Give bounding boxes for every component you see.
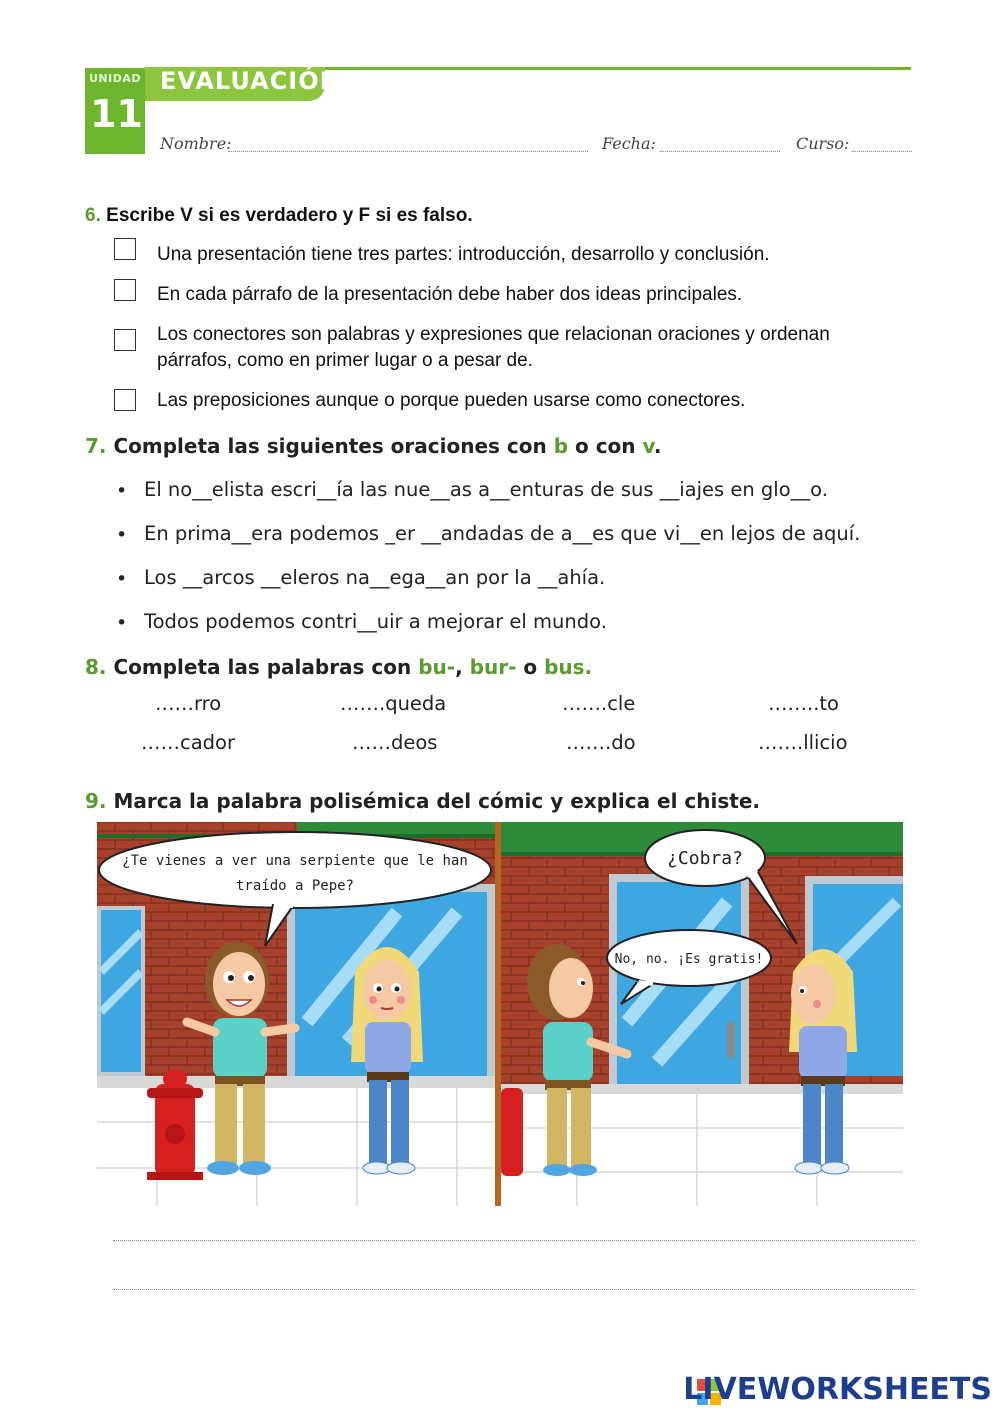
panel-divider: [495, 822, 501, 1206]
q9-title: Marca la palabra polisémica del cómic y explica el chiste.: [113, 789, 760, 813]
q6-statement-2: En cada párrafo de la presentación debe haber dos ideas principales.: [157, 284, 743, 305]
q6-checkbox-3[interactable]: [114, 329, 136, 351]
q8-or: o: [516, 655, 545, 679]
q8-prefix-bur: bur-: [469, 655, 517, 679]
q7-sentence-2[interactable]: En prima__era podemos _er __andadas de a__es que vi__en lejos de aquí.: [144, 522, 861, 545]
q8-word[interactable]: …….cle: [562, 692, 636, 715]
bullet-icon: •: [116, 524, 128, 546]
comic-panel-1: [97, 822, 495, 1206]
comic-panel-2: [501, 822, 903, 1206]
bullet-icon: •: [116, 480, 128, 502]
q8-word[interactable]: …….queda: [340, 692, 447, 715]
q8-word[interactable]: ……cador: [141, 731, 235, 754]
q8-heading: [85, 655, 592, 679]
q9-number: 9.: [85, 789, 107, 813]
bullet-icon: •: [116, 568, 128, 590]
comic-strip: [97, 822, 903, 1206]
date-label: Fecha:: [602, 134, 656, 153]
date-field[interactable]: [660, 151, 780, 152]
q8-prefix-bus: bus.: [544, 655, 593, 679]
unit-number: 11: [90, 92, 143, 136]
q7-sentence-4[interactable]: Todos podemos contri__uir a mejorar el mundo.: [144, 610, 607, 633]
q7-title-end: .: [653, 434, 662, 458]
q9-heading: [85, 789, 760, 813]
q8-number: 8.: [85, 655, 107, 679]
comic-bubble-2: ¿Cobra?: [667, 848, 743, 869]
q6-heading: [85, 205, 473, 227]
answer-line-2[interactable]: [113, 1289, 915, 1290]
q7-title-pre: Completa las siguientes oraciones con: [113, 434, 554, 458]
q7-title-mid: o con: [568, 434, 643, 458]
q6-statement-3-line2: párrafos, como en primer lugar o a pesar de.: [157, 350, 533, 371]
q8-word[interactable]: ……deos: [352, 731, 438, 754]
q8-title-pre: Completa las palabras con: [113, 655, 419, 679]
name-field[interactable]: [228, 151, 588, 152]
q7-sentence-3[interactable]: Los __arcos __eleros na__ega__an por la __ahía.: [144, 566, 606, 589]
q7-heading: [85, 434, 662, 458]
q6-checkbox-2[interactable]: [114, 279, 136, 301]
q6-title: Escribe V si es verdadero y F si es falso.: [106, 205, 473, 226]
q7-letter-v: v: [642, 434, 654, 458]
page-title: EVALUACIÓN: [160, 67, 341, 95]
q7-sentence-1[interactable]: El no__elista escri__ía las nue__as a__enturas de sus __iajes en glo__o.: [144, 478, 828, 501]
q8-word[interactable]: ……rro: [155, 692, 222, 715]
answer-line-1[interactable]: [113, 1240, 915, 1241]
liveworksheets-brand: LIVEWORKSHEETS: [683, 1372, 992, 1407]
comic-bubble-1-line-1: ¿Te vienes a ver una serpiente que le han: [122, 853, 468, 869]
q7-letter-b: b: [553, 434, 569, 458]
q8-prefix-bu: bu-: [418, 655, 456, 679]
q6-checkbox-1[interactable]: [114, 238, 136, 260]
q6-statement-1: Una presentación tiene tres partes: introducción, desarrollo y conclusión.: [157, 244, 770, 265]
q6-statement-4: Las preposiciones aunque o porque pueden usarse como conectores.: [157, 390, 746, 411]
bullet-icon: •: [116, 612, 128, 634]
q8-word[interactable]: …….llicio: [758, 731, 848, 754]
q8-word[interactable]: ……..to: [768, 692, 839, 715]
q8-comma: ,: [455, 655, 463, 679]
comic-bubble-3: No, no. ¡Es gratis!: [614, 952, 764, 967]
q8-word[interactable]: …….do: [566, 731, 636, 754]
q7-number: 7.: [85, 434, 107, 458]
name-label: Nombre:: [160, 134, 232, 153]
course-field[interactable]: [852, 151, 912, 152]
course-label: Curso:: [796, 134, 850, 153]
unit-label: UNIDAD: [89, 72, 142, 85]
comic-bubble-1-line-2: traído a Pepe?: [235, 878, 355, 894]
q6-checkbox-4[interactable]: [114, 389, 136, 411]
q6-number: 6.: [85, 205, 101, 226]
q6-statement-3-line1: Los conectores son palabras y expresiones que relacionan oraciones y ordenan: [157, 324, 830, 345]
comic-illustration: [97, 822, 903, 1206]
